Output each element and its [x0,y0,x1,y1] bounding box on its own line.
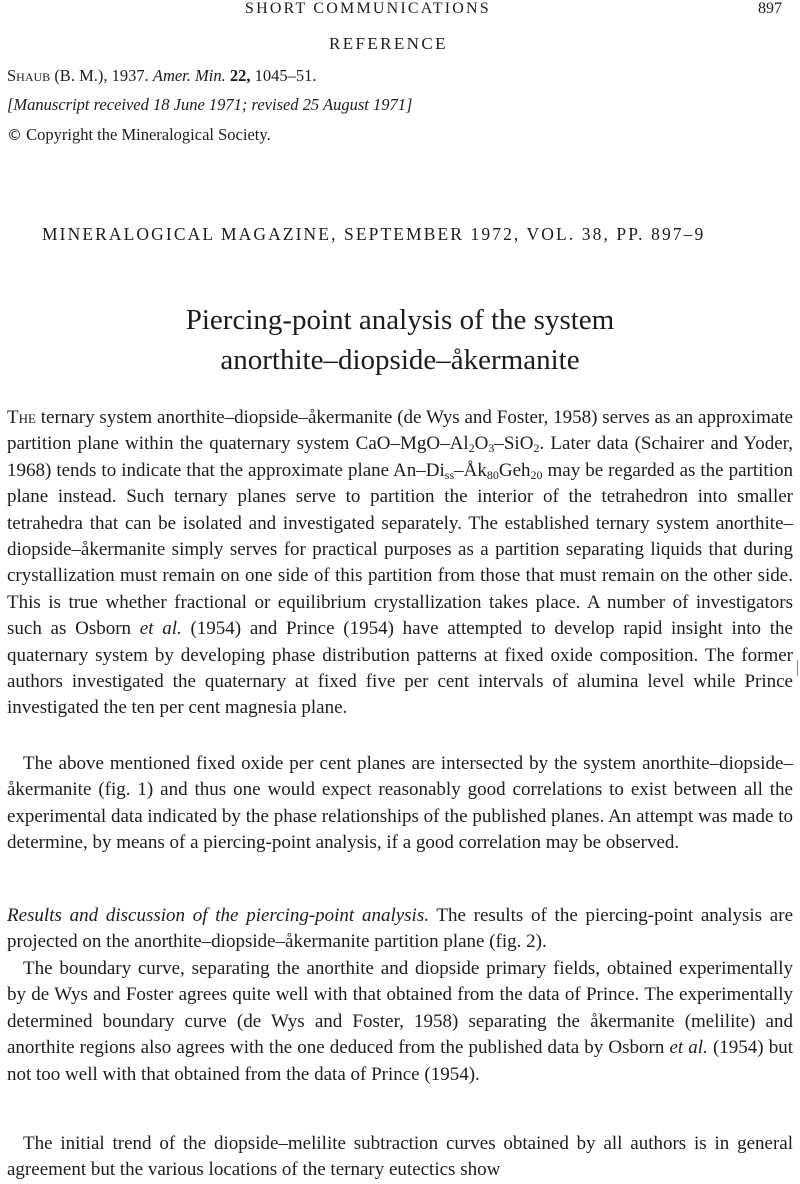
journal-header: MINERALOGICAL MAGAZINE, SEPTEMBER 1972, VOL. 38, PP. 897–9 [42,224,706,244]
reference-journal: Amer. Min. [152,66,226,85]
page-number: 897 [758,0,782,17]
section-heading: Results and discussion of the piercing-point analysis. [7,905,429,926]
paragraph-5: The initial trend of the diopside–melilite subtraction curves obtained by all authors is in general agreement but the various locations of the ternary eutectics show [7,1133,793,1181]
paragraph-4: The boundary curve, separating the anorthite and diopside primary fields, obtained experimentally by de Wys and Foster agrees quite well with that obtained from the data of Prince. The experimentally determined boundary curve (de Wys and Foster, 1958) separating the åkermanite (melilite) and anorthite regions also agrees with the one deduced from the published data by Osborn et al. (1954) but not too well with that obtained from the data of Prince (1954). [7,958,793,1085]
copyright-line [7,125,271,145]
paragraph-3: Results and discussion of the piercing-point analysis. The results of the piercing-point analysis are projected on the anorthite–diopside–åkermanite partition plane (fig. 2). [7,905,793,953]
copyright-text: Copyright the Mineralogical Society. [26,125,271,144]
paragraph-lead-word: The [7,407,36,428]
paragraph-1: The ternary system anorthite–diopside–åkermanite (de Wys and Foster, 1958) serves as an approximate partition plane within the quaternary system CaO–$MgO-Al_2O_3-SiO_2$. Later data (Schairer and Yoder, 1968) tends to indicate that the approximate plane $An-Di_{ss}-Åk_{80}Geh_{20}$ may be regarded as the partition plane instead. Such ternary planes serve to partition the interior of the tetrahedron into smaller tetrahedra that can be isolated and investigated separately. The established ternary system anorthite–diopside–åkermanite simply serves for practical purposes as a partition separating liquids that during crystallization must remain on one side of this partition from those that must remain on the other side. This is true whether fractional or equilibrium crystallization takes place. A number of investigators such as Osborn et al. (1954) and Prince (1954) have attempted to develop rapid insight into the quaternary system by developing phase distribution patterns at fixed oxide composition. The former authors investigated the quaternary at fixed five per cent intervals of alumina level while Prince investigated the ten per cent magnesia plane. [7,407,793,719]
reference-volume: 22, [229,66,251,85]
article-title-line-1: Piercing-point analysis of the system [185,304,615,336]
margin-mark [797,660,798,676]
article-title-line-2: anorthite–diopside–åkermanite [220,344,580,376]
copyright-icon: © [7,126,22,144]
paragraph-2: The above mentioned fixed oxide per cent planes are intersected by the system anorthite–diopside–åkermanite (fig. 1) and thus one would expect reasonably good correlations to exist between all the experimental data indicated by the phase relationships of the published planes. An attempt was made to determine, by means of a piercing-point analysis, if a good correlation may be observed. [7,753,793,854]
reference-author: Shaub [7,66,51,85]
manuscript-note: [Manuscript received 18 June 1971; revised 25 August 1971] [7,95,413,114]
reference-heading: REFERENCE [329,34,448,53]
reference-entry [7,66,316,86]
reference-initials: (B. M.), 1937. [54,66,149,85]
running-head: SHORT COMMUNICATIONS [245,0,491,17]
article-title [0,300,800,380]
reference-pages: 1045–51. [254,66,317,85]
